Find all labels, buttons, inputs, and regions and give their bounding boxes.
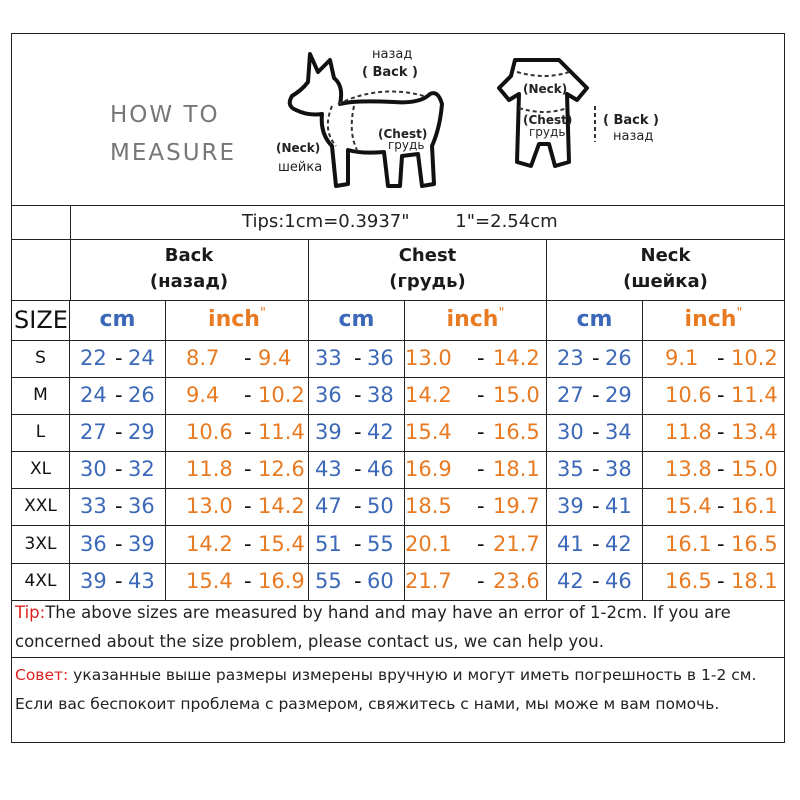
range-min: 51 xyxy=(315,531,342,556)
range-dash: - xyxy=(244,494,252,519)
range-min: 35 xyxy=(557,457,584,482)
range-min: 39 xyxy=(557,494,584,519)
range-min: 11.8 xyxy=(665,420,712,445)
range-dash: - xyxy=(477,494,485,519)
range-min: 16.9 xyxy=(405,457,452,482)
note-english xyxy=(12,596,784,658)
dog-neck-en: (Neck) xyxy=(276,141,321,155)
size-chart-frame xyxy=(11,33,785,743)
range-max: 32 xyxy=(128,457,155,482)
neck-inch-header xyxy=(643,300,784,340)
neck-cm-label: cm xyxy=(576,307,613,332)
how-to-measure-title xyxy=(110,96,236,172)
dog-back-en: ( Back ) xyxy=(362,65,418,80)
back-in-cell xyxy=(166,414,309,451)
units-row xyxy=(12,300,784,341)
neck-in-cell xyxy=(643,526,784,563)
table-row xyxy=(12,488,784,526)
range-dash: - xyxy=(592,420,600,445)
back-cm-cell xyxy=(70,377,166,414)
neck-cm-cell xyxy=(547,563,643,600)
back-inch-mark: " xyxy=(259,306,266,321)
neck-in-cell xyxy=(643,340,784,377)
range-min: 13.0 xyxy=(186,494,233,519)
range-min: 39 xyxy=(80,568,107,593)
range-max: 16.9 xyxy=(258,568,305,593)
garment-back-ru: назад xyxy=(613,129,654,144)
garment-chest-en: (Chest) xyxy=(523,113,573,127)
size-column-header: SIZE xyxy=(12,300,70,340)
range-min: 14.2 xyxy=(186,531,233,556)
neck-cm-cell xyxy=(547,340,643,377)
range-max: 34 xyxy=(605,420,632,445)
back-cm-cell xyxy=(70,526,166,563)
range-dash: - xyxy=(717,383,725,408)
range-min: 15.4 xyxy=(186,568,233,593)
range-dash: - xyxy=(717,568,725,593)
range-min: 22 xyxy=(80,346,107,370)
group-back-ru: (назад) xyxy=(149,271,229,292)
range-max: 15.4 xyxy=(258,531,305,556)
range-max: 26 xyxy=(128,383,155,408)
range-dash: - xyxy=(354,457,362,482)
size-label: XXL xyxy=(12,488,70,525)
range-dash: - xyxy=(477,457,485,482)
range-min: 41 xyxy=(557,531,584,556)
range-min: 36 xyxy=(315,383,342,408)
how-line-1: HOW TO xyxy=(110,102,220,128)
range-max: 36 xyxy=(128,494,155,519)
chest-in-cell xyxy=(405,488,547,525)
range-dash: - xyxy=(477,568,485,593)
range-max: 15.0 xyxy=(493,383,540,408)
chest-in-cell xyxy=(405,563,547,600)
back-in-cell xyxy=(166,377,309,414)
dog-measure-illustration xyxy=(262,34,492,204)
range-dash: - xyxy=(115,383,123,408)
chest-cm-cell xyxy=(309,526,405,563)
range-dash: - xyxy=(354,346,362,370)
garment-measure-illustration xyxy=(475,34,675,204)
group-neck-ru: (шейка) xyxy=(623,271,708,292)
table-row xyxy=(12,451,784,489)
neck-cm-cell xyxy=(547,488,643,525)
chest-in-cell xyxy=(405,451,547,488)
size-label: S xyxy=(12,340,70,377)
range-max: 19.7 xyxy=(493,494,540,519)
back-cm-cell xyxy=(70,563,166,600)
range-max: 41 xyxy=(605,494,632,519)
range-dash: - xyxy=(592,568,600,593)
range-dash: - xyxy=(115,420,123,445)
table-row xyxy=(12,340,784,378)
range-min: 16.5 xyxy=(665,568,712,593)
range-dash: - xyxy=(477,346,485,370)
neck-cm-cell xyxy=(547,377,643,414)
range-dash: - xyxy=(244,346,252,370)
neck-inch-label: inch xyxy=(684,307,737,332)
how-line-2: MEASURE xyxy=(110,140,237,166)
range-dash: - xyxy=(244,420,252,445)
range-dash: - xyxy=(717,531,725,556)
chest-in-cell xyxy=(405,526,547,563)
range-min: 36 xyxy=(80,531,107,556)
size-label: XL xyxy=(12,451,70,488)
range-max: 42 xyxy=(605,531,632,556)
range-max: 23.6 xyxy=(493,568,540,593)
range-min: 8.7 xyxy=(186,346,220,370)
range-dash: - xyxy=(717,494,725,519)
back-cm-header xyxy=(70,300,166,340)
range-min: 13.0 xyxy=(405,346,452,370)
group-back xyxy=(70,239,309,300)
conversion-tips: Tips:1cm=0.3937" 1"=2.54cm xyxy=(242,211,558,232)
garment-neck-en: (Neck) xyxy=(523,82,568,96)
range-max: 36 xyxy=(367,346,394,370)
range-min: 33 xyxy=(80,494,107,519)
range-max: 50 xyxy=(367,494,394,519)
neck-cm-header xyxy=(547,300,643,340)
range-max: 29 xyxy=(605,383,632,408)
neck-in-cell xyxy=(643,377,784,414)
range-min: 18.5 xyxy=(405,494,452,519)
range-max: 21.7 xyxy=(493,531,540,556)
range-max: 18.1 xyxy=(731,568,778,593)
back-inch-header xyxy=(166,300,309,340)
chest-cm-cell xyxy=(309,340,405,377)
group-neck-en: Neck xyxy=(640,245,691,266)
table-row xyxy=(12,526,784,564)
neck-cm-cell xyxy=(547,414,643,451)
range-dash: - xyxy=(354,420,362,445)
chest-cm-cell xyxy=(309,377,405,414)
group-chest-ru: (грудь) xyxy=(389,271,466,292)
measure-group-row xyxy=(12,239,784,301)
range-dash: - xyxy=(354,383,362,408)
dog-neck-ru: шейка xyxy=(278,160,323,175)
range-max: 9.4 xyxy=(258,346,292,370)
range-dash: - xyxy=(717,457,725,482)
dog-chest-en: (Chest) xyxy=(378,127,428,141)
range-min: 30 xyxy=(80,457,107,482)
range-min: 20.1 xyxy=(405,531,452,556)
range-min: 33 xyxy=(315,346,342,370)
range-max: 15.0 xyxy=(731,457,778,482)
range-min: 10.6 xyxy=(186,420,233,445)
range-dash: - xyxy=(592,531,600,556)
back-in-cell xyxy=(166,563,309,600)
chest-cm-header xyxy=(309,300,405,340)
range-max: 42 xyxy=(367,420,394,445)
note-russian xyxy=(12,658,784,744)
chest-cm-cell xyxy=(309,563,405,600)
range-min: 16.1 xyxy=(665,531,712,556)
range-dash: - xyxy=(244,383,252,408)
range-dash: - xyxy=(592,346,600,370)
range-max: 38 xyxy=(605,457,632,482)
range-min: 23 xyxy=(557,346,584,370)
back-in-cell xyxy=(166,526,309,563)
back-inch-label: inch xyxy=(208,307,260,332)
range-dash: - xyxy=(115,457,123,482)
group-neck xyxy=(547,239,784,300)
range-max: 12.6 xyxy=(258,457,305,482)
back-in-cell xyxy=(166,488,309,525)
chest-cm-cell xyxy=(309,414,405,451)
dog-back-ru: назад xyxy=(372,47,413,62)
note-russian-label: Совет: xyxy=(15,666,69,684)
back-cm-cell xyxy=(70,340,166,377)
range-min: 55 xyxy=(315,568,342,593)
range-min: 39 xyxy=(315,420,342,445)
range-max: 16.5 xyxy=(731,531,778,556)
range-min: 15.4 xyxy=(405,420,452,445)
range-min: 30 xyxy=(557,420,584,445)
range-min: 11.8 xyxy=(186,457,233,482)
range-max: 10.2 xyxy=(258,383,305,408)
range-dash: - xyxy=(354,568,362,593)
table-row xyxy=(12,414,784,452)
range-dash: - xyxy=(115,346,123,370)
conversion-tips-row xyxy=(12,205,784,240)
range-dash: - xyxy=(354,531,362,556)
table-row xyxy=(12,563,784,601)
range-dash: - xyxy=(592,457,600,482)
note-russian-text: указанные выше размеры измерены вручную и могут иметь погрешность в 1-2 см. Если вас беспокоит проблема с размером, свяжитесь с нами, мы може м вам помочь. xyxy=(15,666,757,713)
how-to-measure-header xyxy=(12,34,784,206)
range-min: 13.8 xyxy=(665,457,712,482)
range-dash: - xyxy=(244,531,252,556)
back-cm-cell xyxy=(70,451,166,488)
chest-cm-cell xyxy=(309,488,405,525)
range-max: 11.4 xyxy=(731,383,778,408)
range-max: 60 xyxy=(367,568,394,593)
range-min: 42 xyxy=(557,568,584,593)
back-cm-cell xyxy=(70,488,166,525)
range-min: 47 xyxy=(315,494,342,519)
chest-cm-label: cm xyxy=(338,307,375,332)
table-row xyxy=(12,377,784,415)
range-min: 24 xyxy=(80,383,107,408)
range-max: 46 xyxy=(605,568,632,593)
range-dash: - xyxy=(115,531,123,556)
range-max: 39 xyxy=(128,531,155,556)
range-min: 9.1 xyxy=(665,346,699,370)
range-min: 9.4 xyxy=(186,383,220,408)
range-min: 14.2 xyxy=(405,383,452,408)
size-label: L xyxy=(12,414,70,451)
range-max: 46 xyxy=(367,457,394,482)
range-max: 10.2 xyxy=(731,346,778,370)
range-dash: - xyxy=(477,531,485,556)
chest-inch-header xyxy=(405,300,547,340)
note-english-text: The above sizes are measured by hand and may have an error of 1-2cm. If you are concerned about the size problem, please contact us, we can help you. xyxy=(15,603,731,651)
chest-cm-cell xyxy=(309,451,405,488)
range-max: 11.4 xyxy=(258,420,305,445)
range-dash: - xyxy=(115,568,123,593)
group-chest xyxy=(309,239,547,300)
garment-chest-ru: грудь xyxy=(529,125,566,139)
range-dash: - xyxy=(477,383,485,408)
range-min: 21.7 xyxy=(405,568,452,593)
chest-inch-label: inch xyxy=(446,307,499,332)
range-dash: - xyxy=(354,494,362,519)
range-dash: - xyxy=(717,420,725,445)
range-max: 38 xyxy=(367,383,394,408)
range-max: 43 xyxy=(128,568,155,593)
size-label: 3XL xyxy=(12,526,70,563)
range-max: 16.1 xyxy=(731,494,778,519)
neck-cm-cell xyxy=(547,526,643,563)
range-dash: - xyxy=(592,494,600,519)
size-label: M xyxy=(12,377,70,414)
range-max: 29 xyxy=(128,420,155,445)
chest-in-cell xyxy=(405,414,547,451)
range-max: 14.2 xyxy=(493,346,540,370)
chest-in-cell xyxy=(405,377,547,414)
range-max: 14.2 xyxy=(258,494,305,519)
neck-in-cell xyxy=(643,563,784,600)
back-in-cell xyxy=(166,451,309,488)
range-min: 27 xyxy=(557,383,584,408)
chest-inch-mark: " xyxy=(498,306,505,321)
group-back-en: Back xyxy=(164,245,214,266)
garment-back-en: ( Back ) xyxy=(603,113,659,128)
back-cm-cell xyxy=(70,414,166,451)
back-in-cell xyxy=(166,340,309,377)
size-label: 4XL xyxy=(12,563,70,600)
range-dash: - xyxy=(244,457,252,482)
range-min: 10.6 xyxy=(665,383,712,408)
range-max: 16.5 xyxy=(493,420,540,445)
range-dash: - xyxy=(477,420,485,445)
chest-in-cell xyxy=(405,340,547,377)
note-english-label: Tip: xyxy=(15,603,46,622)
range-max: 55 xyxy=(367,531,394,556)
range-min: 43 xyxy=(315,457,342,482)
range-max: 13.4 xyxy=(731,420,778,445)
range-dash: - xyxy=(717,346,725,370)
range-min: 15.4 xyxy=(665,494,712,519)
range-dash: - xyxy=(244,568,252,593)
group-stub xyxy=(12,239,71,300)
range-max: 18.1 xyxy=(493,457,540,482)
neck-in-cell xyxy=(643,488,784,525)
range-max: 24 xyxy=(128,346,155,370)
range-dash: - xyxy=(592,383,600,408)
neck-cm-cell xyxy=(547,451,643,488)
range-dash: - xyxy=(115,494,123,519)
back-cm-label: cm xyxy=(99,307,136,332)
range-max: 26 xyxy=(605,346,632,370)
neck-in-cell xyxy=(643,451,784,488)
group-chest-en: Chest xyxy=(398,245,457,266)
neck-inch-mark: " xyxy=(736,306,743,321)
dog-chest-ru: грудь xyxy=(388,138,425,152)
neck-in-cell xyxy=(643,414,784,451)
tips-stub xyxy=(12,205,71,239)
range-min: 27 xyxy=(80,420,107,445)
